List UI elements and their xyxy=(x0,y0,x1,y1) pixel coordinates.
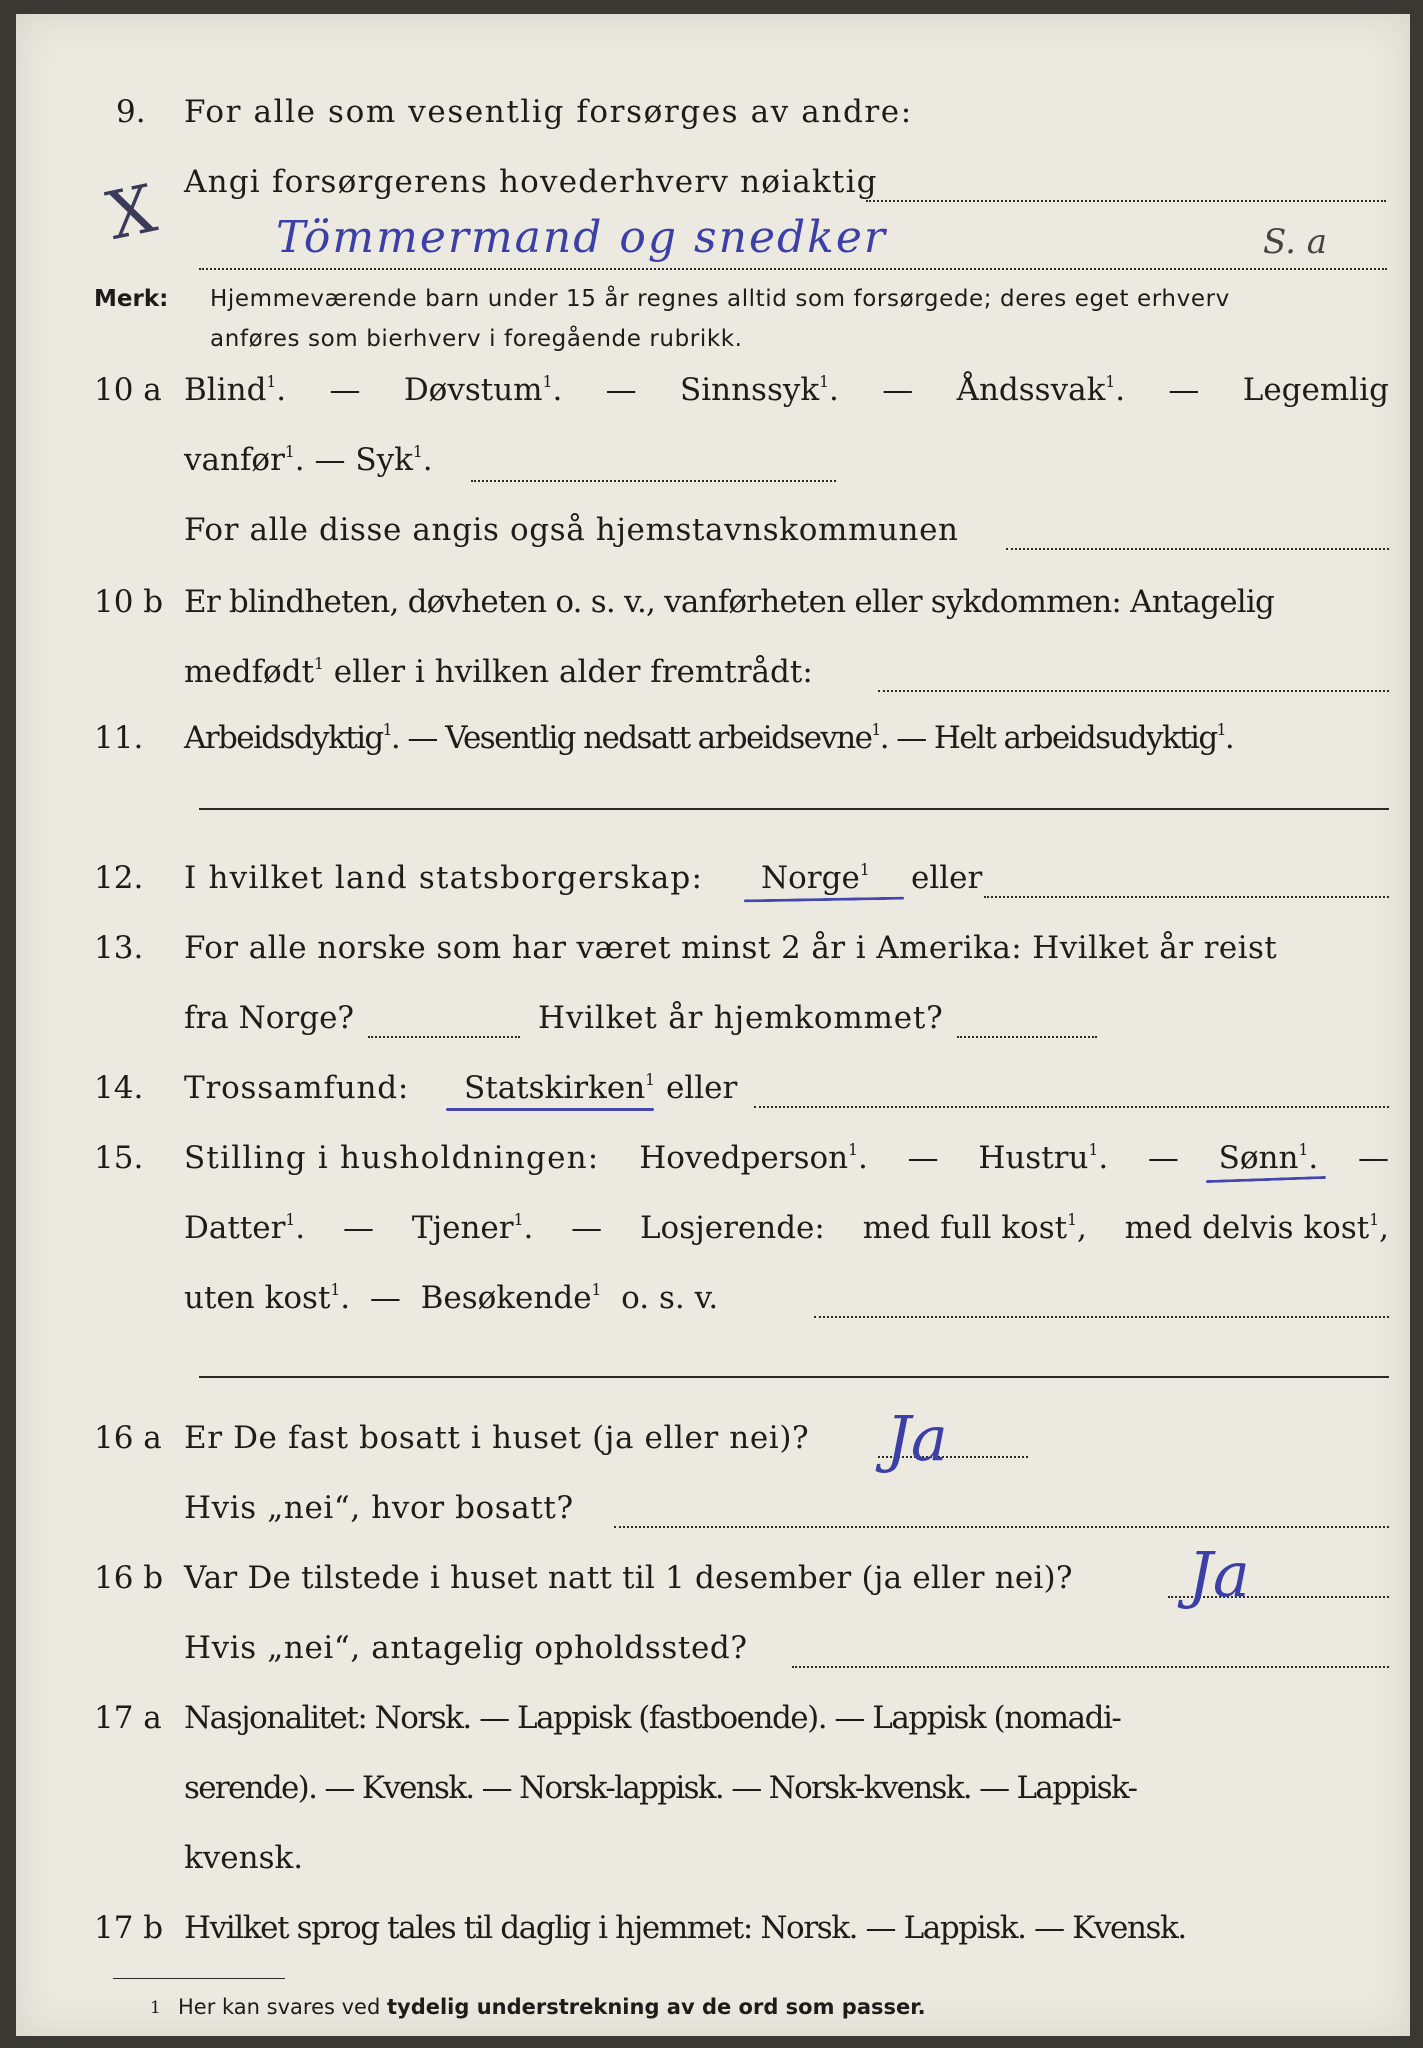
q17a-line1: Nasjonalitet: Norsk. — Lappisk (fastboende). — Lappisk (nomadi- xyxy=(184,1700,1121,1736)
q10b-dots xyxy=(878,690,1389,692)
q12-dots xyxy=(984,896,1389,898)
q16a-answer-handwriting: Ja xyxy=(886,1402,948,1475)
q15-line3: uten kost$^1$. — Besøkende$^1$ o. s. v. xyxy=(184,1280,719,1316)
q10a-line2-dots xyxy=(471,480,836,482)
q17a-line2: serende). — Kvensk. — Norsk-lappisk. — Norsk-kvensk. — Lappisk- xyxy=(184,1770,1137,1806)
q15-answer-rule xyxy=(199,1376,1389,1378)
option-blind: Blind$^1$. xyxy=(184,372,287,408)
q16a-line2: Hvis „nei“, hvor bosatt? xyxy=(184,1490,574,1526)
q13-line2b: Hvilket år hjemkommet? xyxy=(538,1000,944,1036)
q14-option-statskirken: Statskirken$^1$ xyxy=(464,1070,656,1106)
q17b-number: 17 b xyxy=(94,1910,164,1946)
separator: — xyxy=(605,372,637,408)
q13-number: 13. xyxy=(94,930,144,966)
separator: — xyxy=(882,372,914,408)
q17b-line1: Hvilket sprog tales til daglig i hjemmet: Norsk. — Lappisk. — Kvensk. xyxy=(184,1910,1186,1946)
q9-answer-line xyxy=(199,268,1387,270)
merk-label: Merk: xyxy=(94,286,169,312)
q16b-line2: Hvis „nei“, antagelig opholdssted? xyxy=(184,1630,748,1666)
q10a-number: 10 a xyxy=(94,372,162,408)
q15-number: 15. xyxy=(94,1140,144,1176)
merk-line2: anføres som bierhverv i foregående rubrikk. xyxy=(210,326,743,352)
q16b-line2-dots xyxy=(792,1666,1389,1668)
q15-dots xyxy=(814,1316,1389,1318)
q16b-answer-handwriting: Ja xyxy=(1188,1538,1250,1611)
q12-norge-underline xyxy=(744,897,904,903)
q17a-line3: kvensk. xyxy=(184,1840,304,1876)
option-sinnssyk: Sinnssyk$^1$. xyxy=(679,372,839,408)
q12-number: 12. xyxy=(94,860,144,896)
option-legemlig: Legemlig xyxy=(1242,372,1389,408)
q16a-number: 16 a xyxy=(94,1420,162,1456)
q14-text: Trossamfund: xyxy=(184,1070,410,1106)
q16b-number: 16 b xyxy=(94,1560,164,1596)
q9-dotted-line xyxy=(866,200,1386,202)
q12-option-norge: Norge$^1$ xyxy=(761,860,870,896)
q11-answer-rule xyxy=(199,808,1389,810)
q10a-line3-dots xyxy=(1006,548,1389,550)
q14-tail: eller xyxy=(666,1070,738,1106)
option-hovedperson: Hovedperson$^1$. xyxy=(639,1140,868,1176)
q13-line2a: fra Norge? xyxy=(184,1000,355,1036)
q13-year-return-dots xyxy=(957,1036,1097,1038)
q14-number: 14. xyxy=(94,1070,144,1106)
merk-line1: Hjemmeværende barn under 15 år regnes alltid som forsørgede; deres eget erhverv xyxy=(210,286,1230,312)
q9-note-handwriting: S. a xyxy=(1263,222,1327,262)
q13-year-left-dots xyxy=(368,1036,520,1038)
q14-statskirken-underline xyxy=(446,1108,654,1111)
separator: — xyxy=(329,372,361,408)
option-hustru: Hustru$^1$. xyxy=(978,1140,1109,1176)
option-sonn: Sønn$^1$. xyxy=(1218,1140,1319,1176)
q10b-line2: medfødt$^1$ eller i hvilken alder fremtrådt: xyxy=(184,654,813,690)
q9-number: 9. xyxy=(116,94,146,130)
q11-line: Arbeidsdyktig$^1$. — Vesentlig nedsatt arbeidsevne$^1$. — Helt arbeidsudyktig$^1$. xyxy=(184,720,1234,756)
q12-tail: eller xyxy=(911,860,983,896)
q10a-line1 xyxy=(184,372,1389,408)
q16a-line2-dots xyxy=(614,1526,1389,1528)
q10b-line1: Er blindheten, døvheten o. s. v., vanførheten eller sykdommen: Antagelig xyxy=(184,584,1275,620)
option-dovstum: Døvstum$^1$. xyxy=(403,372,563,408)
q11-number: 11. xyxy=(94,720,144,756)
q10a-line3: For alle disse angis også hjemstavnskommunen xyxy=(184,512,959,548)
q16b-line1: Var De tilstede i huset natt til 1 desember (ja eller nei)? xyxy=(184,1560,1073,1596)
q9-line1: For alle som vesentlig forsørges av andre: xyxy=(184,94,913,130)
q15-label: Stilling i husholdningen: xyxy=(184,1140,600,1176)
q9-line2: Angi forsørgerens hovederhverv nøiaktig xyxy=(184,164,878,200)
q16a-line1: Er De fast bosatt i huset (ja eller nei)? xyxy=(184,1420,810,1456)
q10b-number: 10 b xyxy=(94,584,164,620)
q9-margin-mark: X xyxy=(100,169,163,256)
q17a-number: 17 a xyxy=(94,1700,162,1736)
q9-answer-handwriting: Tömmermand og snedker xyxy=(276,212,887,263)
option-andssvak: Åndssvak$^1$. xyxy=(956,372,1126,408)
q15-line2: Datter$^1$. — Tjener$^1$. — Losjerende: med full kost$^1$, med delvis kost$^1$, xyxy=(184,1210,1389,1246)
footnote-text: Her kan svares ved tydelig understrekning av de ord som passer. xyxy=(178,1995,926,2019)
q13-line1: For alle norske som har været minst 2 år i Amerika: Hvilket år reist xyxy=(184,930,1278,966)
q15-sonn-underline xyxy=(1206,1176,1326,1183)
q12-text: I hvilket land statsborgerskap: xyxy=(184,860,704,896)
census-form-page xyxy=(16,14,1410,2036)
q15-line1: Stilling i husholdningen: Hovedperson$^1$. — Hustru$^1$. — Sønn$^1$. — xyxy=(184,1140,1389,1176)
footnote-rule xyxy=(113,1978,285,1979)
q10a-line2: vanfør$^1$. — Syk$^1$. xyxy=(184,442,433,478)
footnote-mark: 1 xyxy=(150,1998,161,2018)
q14-dots xyxy=(754,1106,1389,1108)
separator: — xyxy=(1168,372,1200,408)
